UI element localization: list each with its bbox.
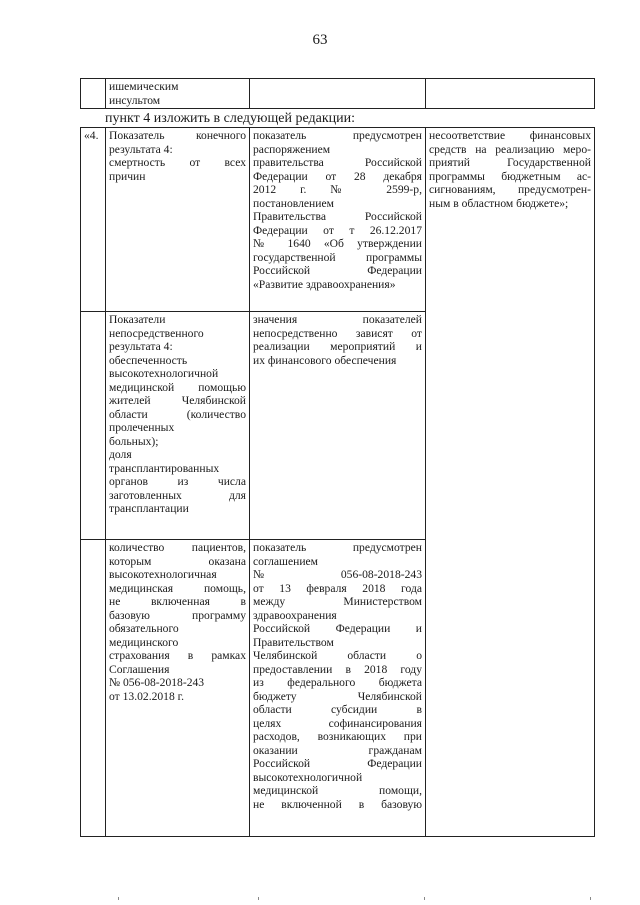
cell-risk (426, 128, 595, 837)
page-number: 63 (312, 32, 328, 48)
text-line: Федерации от т 26.12.2017 (253, 223, 422, 237)
scan-mark (424, 897, 425, 900)
text-line: медицинского (109, 635, 179, 649)
text-line: правительства Российской (253, 156, 422, 169)
text-line: не включенной в базовую (253, 797, 422, 811)
text-line: Федерации от 28 декабря (253, 169, 422, 183)
text-line: ишемическим (109, 80, 179, 93)
cell-basis (250, 540, 426, 837)
text-line: обязательного (109, 622, 179, 635)
text-line: Соглашения (109, 662, 170, 676)
cell-num (81, 540, 106, 837)
text-line: Показатель конечного (109, 129, 246, 142)
text-line: предоставлении в 2018 году (253, 662, 422, 676)
cell-indicator (106, 540, 250, 837)
text-line: № 056-08-2018-243 (109, 676, 205, 689)
text-line: от 13.02.2018 г. (109, 689, 185, 703)
text-line: бюджету Челябинской (253, 689, 422, 703)
text-line: программы бюджетным ас- (429, 169, 591, 183)
text-line: из федерального бюджета (253, 676, 422, 689)
text-line: показатель предусмотрен (253, 129, 422, 142)
text-line: значения показателей (253, 313, 422, 326)
cell-basis (250, 128, 426, 312)
text-line: целях софинансирования (253, 716, 422, 730)
text-line: № 1640 «Об утверждении (253, 237, 422, 250)
cell-num (81, 79, 106, 109)
text-line: непосредственного (109, 326, 204, 340)
text-line: медицинской помощью (109, 380, 246, 394)
text-line: ным в областном бюджете»; (429, 196, 569, 210)
text-line: количество пациентов, (109, 541, 246, 554)
text-line: оказании гражданам (253, 743, 422, 757)
text-line: высокотехнологичная (109, 568, 217, 581)
text-line: высокотехнологичной (109, 367, 219, 380)
text-line: приятий Государственной (429, 156, 591, 169)
text-line: постановлением (253, 196, 334, 210)
row-number: «4. (84, 129, 99, 142)
continued-table (80, 78, 595, 109)
text-line: реализации мероприятий и (253, 340, 422, 353)
cell-basis (250, 79, 426, 109)
text-line: Российской Федерации и (253, 622, 422, 635)
text-line: непосредственно зависят от (253, 326, 422, 340)
text-line: Российской Федерации (253, 757, 422, 770)
table-row (81, 79, 595, 109)
text-line: трансплантированных (109, 461, 220, 475)
text-line: результата 4: (109, 142, 173, 156)
cell-indicator (106, 128, 250, 312)
text-line: несоответствие финансовых (429, 129, 591, 142)
text-line: Показатели (109, 313, 166, 326)
text-line: доля (109, 448, 132, 461)
text-line: 2012 г. № 2599-р, (253, 183, 422, 196)
text-line: области субсидии в (253, 703, 422, 716)
cell-indicator (106, 79, 250, 109)
text-line: трансплантации (109, 502, 189, 515)
text-line: органов из числа (109, 475, 246, 488)
text-line: сигнованиям, предусмотрен- (429, 183, 591, 196)
text-line: между Министерством (253, 595, 422, 608)
scan-mark (590, 897, 591, 900)
amendment-instruction: пункт 4 изложить в следующей редакции: (105, 111, 355, 126)
cell-num (81, 312, 106, 540)
text-line: распоряжением (253, 142, 331, 156)
text-line: не включенная в (109, 595, 246, 608)
text-line: государственной программы (253, 250, 422, 264)
table-row (81, 128, 595, 312)
text-line: средств на реализацию меро- (429, 142, 591, 156)
text-line: Челябинской области о (253, 649, 422, 662)
text-line: страхования в рамках (109, 649, 246, 662)
text-line: высокотехнологичной (253, 770, 363, 784)
text-line: инсультом (109, 93, 161, 107)
scan-mark (118, 897, 119, 900)
text-line: медицинская помощь, (109, 581, 246, 595)
text-line: причин (109, 169, 146, 183)
text-line: смертность от всех (109, 156, 246, 169)
cell-basis (250, 312, 426, 540)
cell-risk (426, 79, 595, 109)
indicators-table (80, 127, 595, 837)
text-line: «Развитие здравоохранения» (253, 277, 396, 291)
text-line: результата 4: (109, 340, 173, 353)
text-line: медицинской помощи, (253, 784, 422, 797)
text-line: больных); (109, 434, 159, 448)
text-line: здравоохранения (253, 608, 337, 622)
text-line: Правительства Российской (253, 210, 422, 223)
text-line: области (количество (109, 407, 246, 421)
text-line: обеспеченность (109, 353, 188, 367)
text-line: от 13 февраля 2018 года (253, 581, 422, 595)
text-line: их финансового обеспечения (253, 353, 397, 367)
text-line: показатель предусмотрен (253, 541, 422, 554)
text-line: Правительством (253, 635, 334, 649)
text-line: расходов, возникающих при (253, 730, 422, 743)
scan-mark (258, 897, 259, 900)
text-line: Российской Федерации (253, 264, 422, 277)
text-line: заготовленных для (109, 488, 246, 502)
text-line: пролеченных (109, 421, 175, 434)
cell-indicator (106, 312, 250, 540)
text-line: которым оказана (109, 554, 246, 568)
text-line: базовую программу (109, 608, 246, 622)
text-line: соглашением (253, 554, 319, 568)
text-line: жителей Челябинской (109, 394, 246, 407)
cell-num (81, 128, 106, 312)
text-line: № 056-08-2018-243 (253, 568, 422, 581)
